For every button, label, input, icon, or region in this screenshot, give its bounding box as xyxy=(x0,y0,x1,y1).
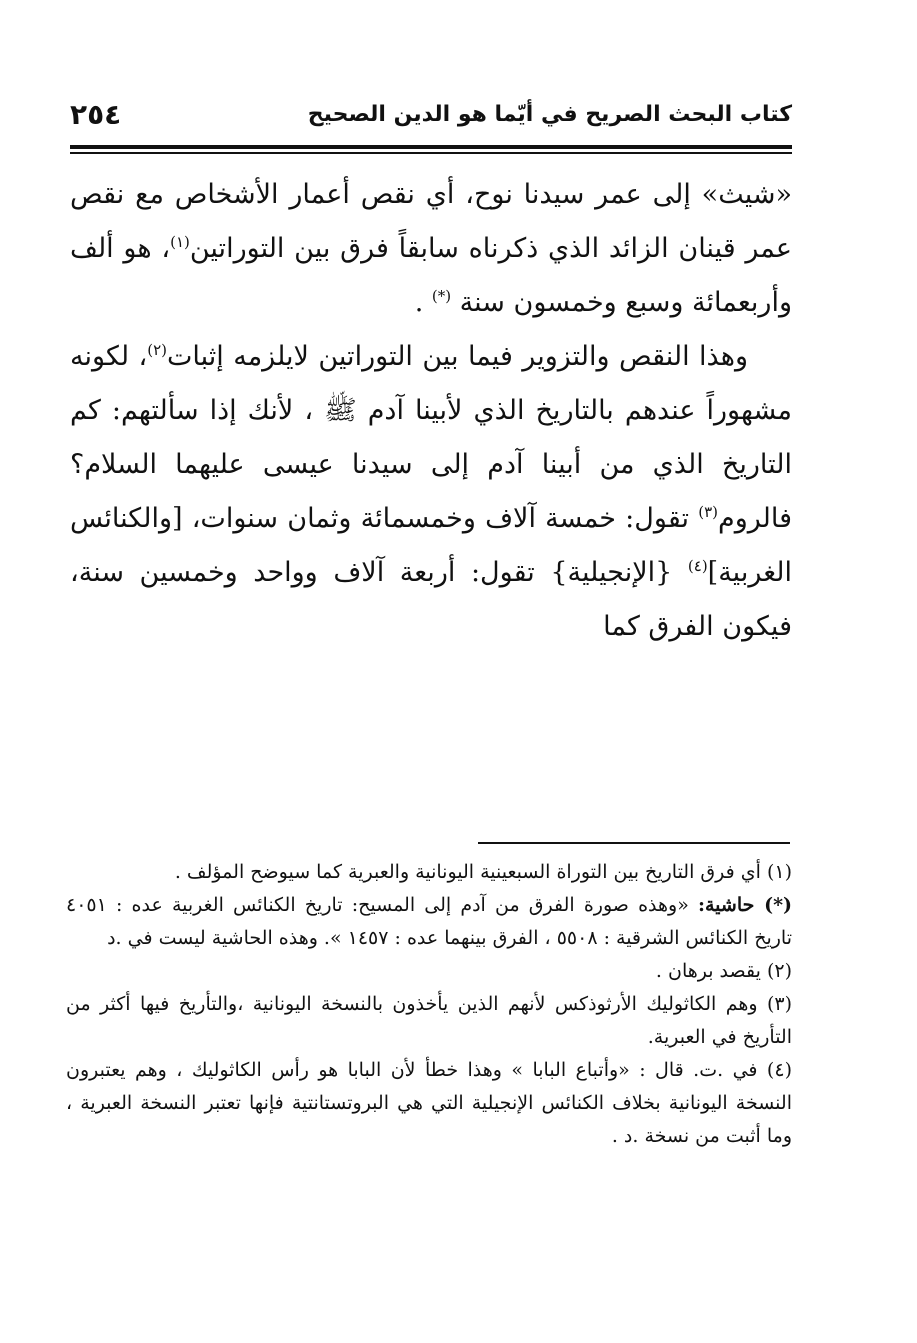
paragraph-1 xyxy=(70,168,792,330)
footnote-1: (١) أي فرق التاريخ بين التوراة السبعينية اليونانية والعبرية كما سيوضح المؤلف . xyxy=(174,861,792,883)
footnote-2: (٢) يقصد برهان . xyxy=(655,960,792,982)
footnote-star-label: (*) حاشية: xyxy=(697,894,792,916)
paragraph-2-text: وهذا النقص والتزوير فيما بين التوراتين لايلزمه إثبات xyxy=(167,341,748,372)
main-body-text xyxy=(70,168,792,654)
footnote-ref-1: (١) xyxy=(170,233,190,251)
paragraph-2 xyxy=(70,330,792,654)
page-number: ٢٥٤ xyxy=(70,98,122,131)
footnote-ref-3: (٣) xyxy=(698,503,718,521)
footnote-separator xyxy=(478,842,790,844)
footnote-star xyxy=(66,889,792,955)
footnote-3: (٣) وهم الكاثوليك الأرثوذكس لأنهم الذين يأخذون بالنسخة اليونانية ،والتأريخ فيها أكثر من التأريخ في العبرية. xyxy=(66,993,792,1048)
footnote-ref-2: (٢) xyxy=(147,341,167,359)
footnote-star-text: «وهذه صورة الفرق من آدم إلى المسيح: تاريخ الكنائس الغربية عده : ٤٠٥١ تاريخ الكنائس الشرقية : ٥٥٠٨ ، الفرق بينهما عده : ١٤٥٧ ». وهذه الحاشية ليست في .د xyxy=(66,894,792,949)
paragraph-2-text-end: {الإنجيلية} تقول: أربعة آلاف وواحد وخمسين سنة، فيكون الفرق كما xyxy=(70,557,792,642)
running-header xyxy=(70,98,792,138)
paragraph-2-text-mid2: تقول: خمسة آلاف وخمسمائة وثمان سنوات، [والكنائس الغربية] xyxy=(70,503,792,588)
footnote-ref-4: (٤) xyxy=(687,557,708,575)
header-rule-thin xyxy=(70,152,792,154)
header-rule-thick xyxy=(70,145,792,149)
book-title: كتاب البحث الصريح في أيّما هو الدين الصحيح xyxy=(307,102,792,127)
paragraph-2-text-mid: ، لكونه مشهوراً عندهم بالتاريخ الذي لأبينا آدم ﷺ ، لأنك إذا سألتهم: كم التاريخ الذي من أبينا آدم إلى سيدنا عيسى عليهما السلام؟ فالروم xyxy=(70,341,792,534)
paragraph-1-text: «شيث» إلى عمر سيدنا نوح، أي نقص أعمار الأشخاص مع نقص عمر قينان الزائد الذي ذكرناه سابقاً فرق بين التوراتين xyxy=(70,179,792,264)
note-ref-star: (*) xyxy=(431,287,452,305)
paragraph-1-text-after: ، هو ألف وأربعمائة وسبع وخمسون سنة xyxy=(70,233,792,318)
paragraph-1-end: . xyxy=(414,287,432,318)
footnotes-section xyxy=(66,856,792,1153)
footnote-4: (٤) في .ت. قال : «وأتباع البابا » وهذا خطأ لأن البابا هو رأس الكاثوليك ، وهم يعتبرون النسخة اليونانية بخلاف الكنائس الإنجيلية التي هي البروتستانتية فإنها تعتبر النسخة العبرية ، وما أثبت من نسخة .د . xyxy=(66,1059,792,1147)
